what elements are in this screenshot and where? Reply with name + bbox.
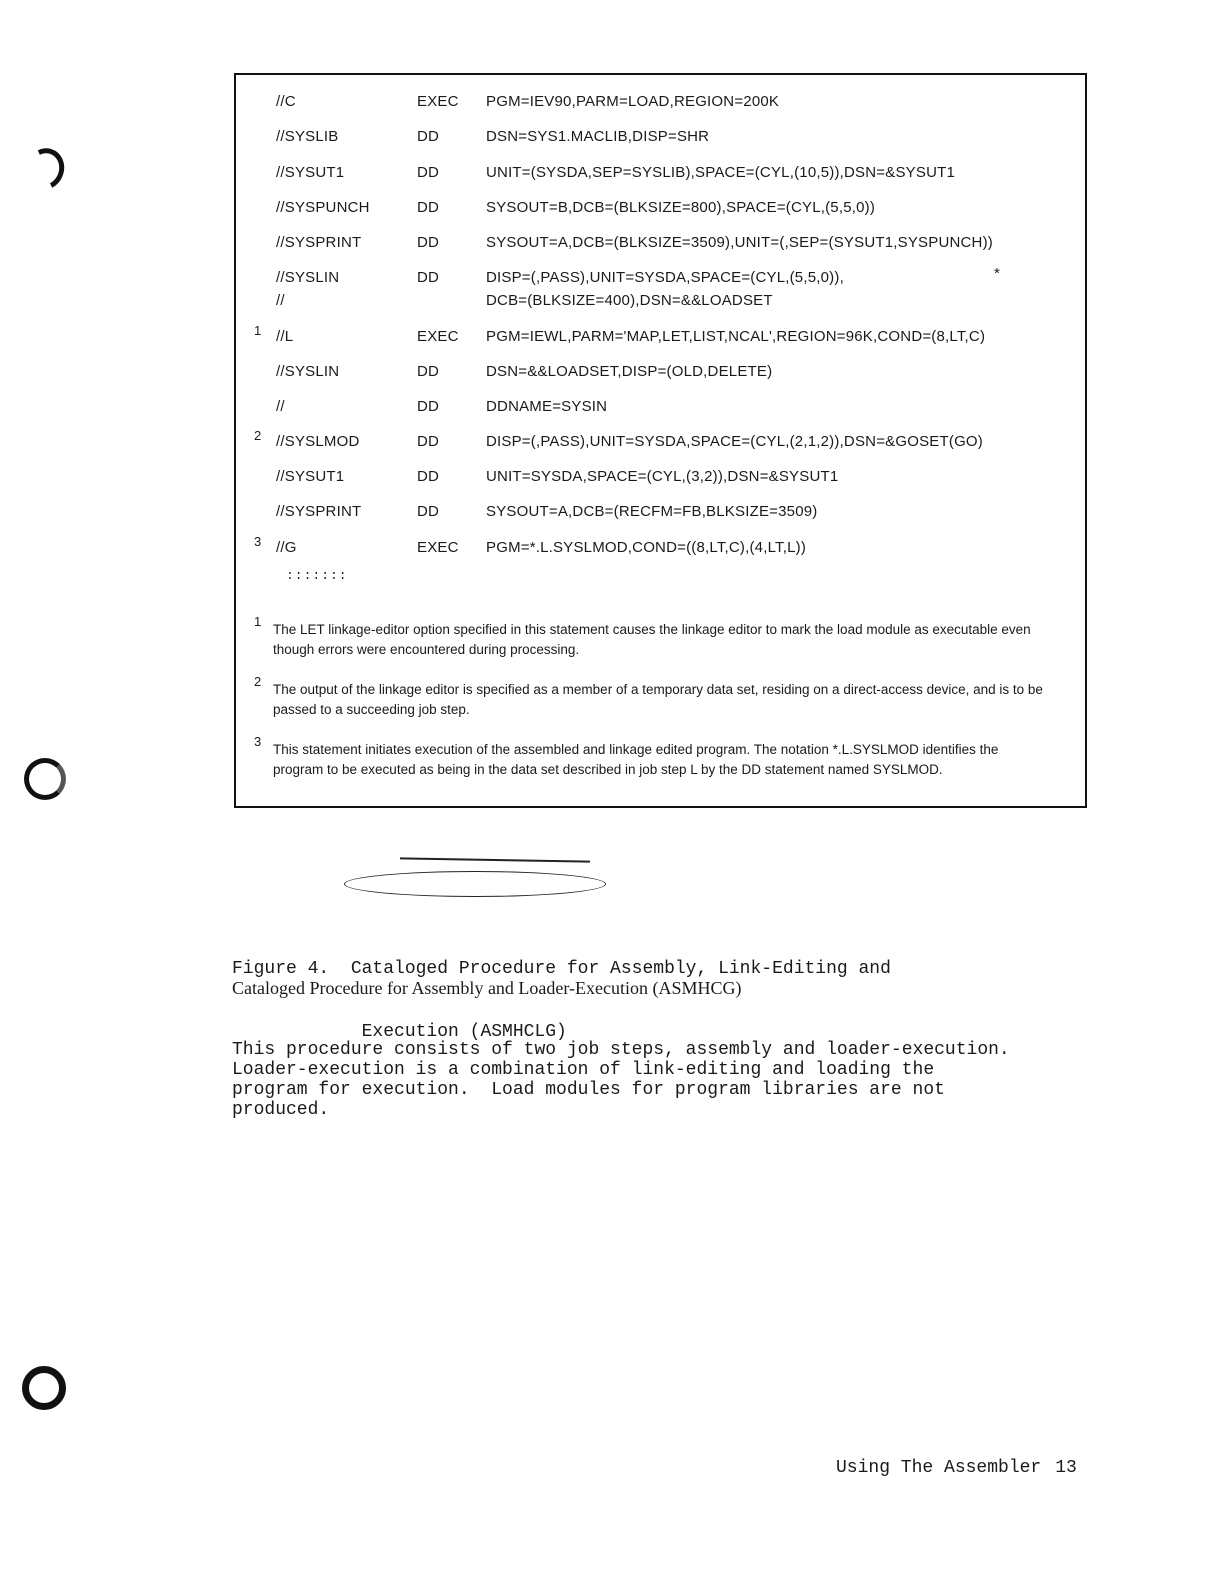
- footer-title: Using The Assembler: [836, 1458, 1042, 1478]
- statement-callout-number: 3: [254, 534, 262, 549]
- jcl-operand-field: SYSOUT=A,DCB=(RECFM=FB,BLKSIZE=3509): [486, 503, 818, 520]
- jcl-operand-field: DSN=SYS1.MACLIB,DISP=SHR: [486, 128, 710, 145]
- jcl-name-field: //SYSLMOD: [276, 433, 360, 450]
- jcl-operation-field: DD: [417, 269, 440, 286]
- footnote-number: 1: [254, 614, 262, 629]
- footnote-text: The output of the linkage editor is specified as a member of a temporary data set, residing on a direct-access device, and is to be passed to a succeeding job step.: [273, 682, 1043, 717]
- jcl-operation-field: EXEC: [417, 328, 459, 345]
- body-paragraph: This procedure consists of two job steps, assembly and loader-execution. Loader-execution is a combination of link-editing and loading the program for execution. Load modules for program libraries are not produced.: [232, 1040, 1010, 1120]
- jcl-operand-field: DDNAME=SYSIN: [486, 398, 608, 415]
- jcl-operation-field: DD: [417, 164, 440, 181]
- binder-hole-bottom: [22, 1366, 66, 1410]
- statement-callout-number: 1: [254, 323, 262, 338]
- footnote-number: 3: [254, 734, 262, 749]
- jcl-continuation-mark: *: [994, 265, 1001, 282]
- section-heading: Cataloged Procedure for Assembly and Loader-Execution (ASMHCG): [232, 978, 742, 998]
- continuation-dots: :::::::: [286, 568, 348, 583]
- jcl-name-field: //C: [276, 93, 296, 110]
- jcl-operation-field: DD: [417, 363, 440, 380]
- jcl-operation-field: EXEC: [417, 539, 459, 556]
- jcl-name-field: //SYSPRINT: [276, 234, 362, 251]
- jcl-operand-field: DCB=(BLKSIZE=400),DSN=&&LOADSET: [486, 292, 773, 309]
- page-number: 13: [1055, 1458, 1077, 1478]
- jcl-name-field: //SYSLIN: [276, 269, 340, 286]
- page-footer: [836, 1458, 1077, 1478]
- jcl-name-field: //SYSPRINT: [276, 503, 362, 520]
- jcl-name-field: //SYSLIB: [276, 128, 339, 145]
- jcl-operand-field: DISP=(,PASS),UNIT=SYSDA,SPACE=(CYL,(5,5,0)),: [486, 269, 844, 286]
- figure-caption: [232, 875, 891, 1064]
- statement-callout-number: 2: [254, 428, 262, 443]
- jcl-operand-field: PGM=IEV90,PARM=LOAD,REGION=200K: [486, 93, 780, 110]
- jcl-name-field: //SYSUT1: [276, 468, 345, 485]
- jcl-name-field: //: [276, 292, 285, 309]
- jcl-operand-field: UNIT=SYSDA,SPACE=(CYL,(3,2)),DSN=&SYSUT1: [486, 468, 839, 485]
- jcl-name-field: //SYSPUNCH: [276, 199, 370, 216]
- jcl-operation-field: DD: [417, 433, 440, 450]
- caption-line-2: Execution (ASMHCLG): [232, 1022, 567, 1042]
- binder-hole-middle: [24, 758, 66, 800]
- jcl-operation-field: DD: [417, 503, 440, 520]
- jcl-operation-field: DD: [417, 398, 440, 415]
- jcl-name-field: //SYSLIN: [276, 363, 340, 380]
- jcl-operand-field: UNIT=(SYSDA,SEP=SYSLIB),SPACE=(CYL,(10,5)),DSN=&SYSUT1: [486, 164, 956, 181]
- footnote-text: The LET linkage-editor option specified in this statement causes the linkage editor to mark the load module as executable even though errors were encountered during processing.: [273, 622, 1031, 657]
- annotation-circle: [344, 871, 606, 897]
- jcl-name-field: //: [276, 398, 285, 415]
- footnote-1: [254, 614, 1044, 660]
- jcl-figure-box: [234, 73, 1087, 808]
- jcl-operand-field: DSN=&&LOADSET,DISP=(OLD,DELETE): [486, 363, 773, 380]
- jcl-operand-field: PGM=*.L.SYSLMOD,COND=((8,LT,C),(4,LT,L)): [486, 539, 807, 556]
- jcl-operation-field: DD: [417, 128, 440, 145]
- jcl-operation-field: DD: [417, 468, 440, 485]
- jcl-name-field: //G: [276, 539, 297, 556]
- annotation-pen-stroke: [400, 857, 590, 862]
- jcl-operation-field: EXEC: [417, 93, 459, 110]
- jcl-name-field: //L: [276, 328, 294, 345]
- jcl-operand-field: PGM=IEWL,PARM='MAP,LET,LIST,NCAL',REGION=96K,COND=(8,LT,C): [486, 328, 986, 345]
- jcl-operation-field: DD: [417, 234, 440, 251]
- jcl-operation-field: DD: [417, 199, 440, 216]
- caption-line-1: Figure 4. Cataloged Procedure for Assembly, Link-Editing and: [232, 959, 891, 979]
- footnote-text: This statement initiates execution of the assembled and linkage edited program. The notation *.L.SYSLMOD identifies the program to be executed as being in the data set described in job step L by the DD statement named SYSLMOD.: [273, 742, 999, 777]
- jcl-operand-field: SYSOUT=A,DCB=(BLKSIZE=3509),UNIT=(,SEP=(SYSUT1,SYSPUNCH)): [486, 234, 993, 251]
- jcl-operand-field: SYSOUT=B,DCB=(BLKSIZE=800),SPACE=(CYL,(5,5,0)): [486, 199, 876, 216]
- jcl-name-field: //SYSUT1: [276, 164, 345, 181]
- footnote-number: 2: [254, 674, 262, 689]
- footnote-2: [254, 674, 1044, 720]
- binder-hole-top: [20, 143, 70, 195]
- footnote-3: [254, 734, 1044, 780]
- jcl-operand-field: DISP=(,PASS),UNIT=SYSDA,SPACE=(CYL,(2,1,2)),DSN=&GOSET(GO): [486, 433, 983, 450]
